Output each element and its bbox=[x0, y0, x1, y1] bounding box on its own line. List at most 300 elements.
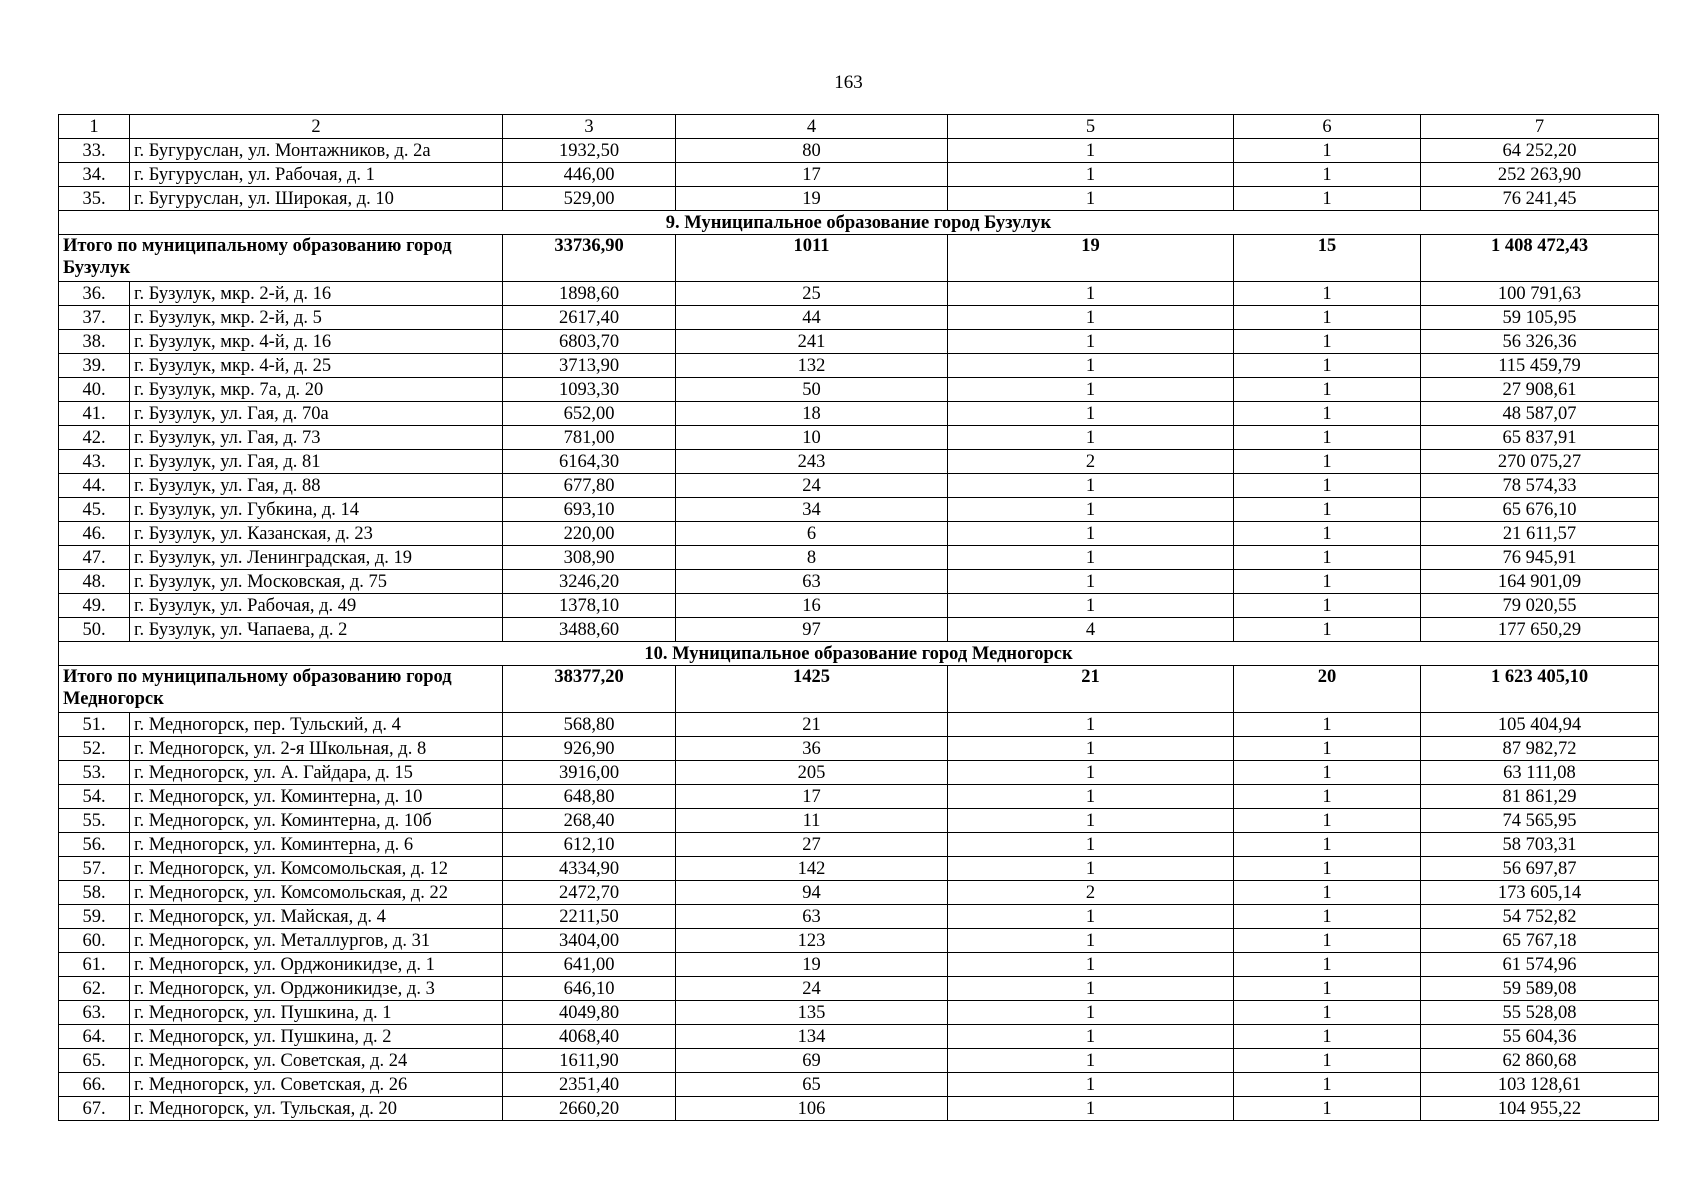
row-number: 42. bbox=[59, 426, 130, 450]
count-value: 1 bbox=[1234, 450, 1421, 474]
count-value: 1 bbox=[1234, 857, 1421, 881]
row-number: 44. bbox=[59, 474, 130, 498]
amount-value: 56 697,87 bbox=[1421, 857, 1659, 881]
table-row bbox=[59, 618, 1659, 642]
area-value: 529,00 bbox=[503, 187, 676, 211]
row-number: 38. bbox=[59, 330, 130, 354]
buildings-count: 1 bbox=[948, 953, 1234, 977]
page-number: 163 bbox=[834, 72, 863, 93]
count-value: 1 bbox=[1234, 1049, 1421, 1073]
row-number: 46. bbox=[59, 522, 130, 546]
subtotal-value: 1 623 405,10 bbox=[1421, 666, 1659, 713]
count-value: 1 bbox=[1234, 426, 1421, 450]
count-value: 1 bbox=[1234, 330, 1421, 354]
residents-count: 63 bbox=[676, 905, 948, 929]
address: г. Медногорск, ул. Металлургов, д. 31 bbox=[130, 929, 503, 953]
amount-value: 58 703,31 bbox=[1421, 833, 1659, 857]
row-number: 63. bbox=[59, 1001, 130, 1025]
section-heading-row bbox=[59, 642, 1659, 666]
count-value: 1 bbox=[1234, 618, 1421, 642]
address: г. Медногорск, ул. Коминтерна, д. 10 bbox=[130, 785, 503, 809]
column-number-row bbox=[59, 115, 1659, 139]
amount-value: 81 861,29 bbox=[1421, 785, 1659, 809]
buildings-count: 1 bbox=[948, 1097, 1234, 1121]
table-row bbox=[59, 163, 1659, 187]
address: г. Бузулук, ул. Гая, д. 81 bbox=[130, 450, 503, 474]
row-number: 58. bbox=[59, 881, 130, 905]
amount-value: 64 252,20 bbox=[1421, 139, 1659, 163]
row-number: 60. bbox=[59, 929, 130, 953]
address: г. Медногорск, ул. Орджоникидзе, д. 3 bbox=[130, 977, 503, 1001]
table-row bbox=[59, 1097, 1659, 1121]
address: г. Бугуруслан, ул. Монтажников, д. 2а bbox=[130, 139, 503, 163]
address: г. Бузулук, ул. Московская, д. 75 bbox=[130, 570, 503, 594]
table-row bbox=[59, 570, 1659, 594]
area-value: 781,00 bbox=[503, 426, 676, 450]
address: г. Медногорск, ул. Советская, д. 24 bbox=[130, 1049, 503, 1073]
table-row bbox=[59, 857, 1659, 881]
amount-value: 55 528,08 bbox=[1421, 1001, 1659, 1025]
area-value: 1378,10 bbox=[503, 594, 676, 618]
count-value: 1 bbox=[1234, 522, 1421, 546]
area-value: 2617,40 bbox=[503, 306, 676, 330]
address: г. Бузулук, ул. Казанская, д. 23 bbox=[130, 522, 503, 546]
amount-value: 79 020,55 bbox=[1421, 594, 1659, 618]
column-number: 7 bbox=[1421, 115, 1659, 139]
area-value: 646,10 bbox=[503, 977, 676, 1001]
buildings-count: 1 bbox=[948, 713, 1234, 737]
buildings-count: 2 bbox=[948, 450, 1234, 474]
address: г. Бугуруслан, ул. Широкая, д. 10 bbox=[130, 187, 503, 211]
area-value: 677,80 bbox=[503, 474, 676, 498]
amount-value: 59 105,95 bbox=[1421, 306, 1659, 330]
table-row bbox=[59, 139, 1659, 163]
table-row bbox=[59, 737, 1659, 761]
buildings-count: 1 bbox=[948, 402, 1234, 426]
residents-count: 134 bbox=[676, 1025, 948, 1049]
buildings-count: 1 bbox=[948, 809, 1234, 833]
count-value: 1 bbox=[1234, 1073, 1421, 1097]
row-number: 37. bbox=[59, 306, 130, 330]
address: г. Медногорск, ул. Комсомольская, д. 12 bbox=[130, 857, 503, 881]
buildings-count: 1 bbox=[948, 1025, 1234, 1049]
count-value: 1 bbox=[1234, 306, 1421, 330]
address: г. Медногорск, ул. Майская, д. 4 bbox=[130, 905, 503, 929]
address: г. Медногорск, ул. Орджоникидзе, д. 1 bbox=[130, 953, 503, 977]
address: г. Бузулук, мкр. 2-й, д. 16 bbox=[130, 282, 503, 306]
data-table bbox=[58, 114, 1659, 1121]
section-heading-row bbox=[59, 211, 1659, 235]
table-row bbox=[59, 953, 1659, 977]
table-row bbox=[59, 809, 1659, 833]
buildings-count: 1 bbox=[948, 977, 1234, 1001]
address: г. Медногорск, ул. Тульская, д. 20 bbox=[130, 1097, 503, 1121]
buildings-count: 1 bbox=[948, 833, 1234, 857]
table-row bbox=[59, 833, 1659, 857]
buildings-count: 1 bbox=[948, 761, 1234, 785]
subtotal-value: 21 bbox=[948, 666, 1234, 713]
row-number: 55. bbox=[59, 809, 130, 833]
subtotal-value: 33736,90 bbox=[503, 235, 676, 282]
amount-value: 55 604,36 bbox=[1421, 1025, 1659, 1049]
address: г. Бузулук, ул. Ленинградская, д. 19 bbox=[130, 546, 503, 570]
residents-count: 6 bbox=[676, 522, 948, 546]
count-value: 1 bbox=[1234, 1025, 1421, 1049]
table-row bbox=[59, 1025, 1659, 1049]
row-number: 54. bbox=[59, 785, 130, 809]
address: г. Медногорск, ул. Пушкина, д. 1 bbox=[130, 1001, 503, 1025]
table-row bbox=[59, 306, 1659, 330]
table-body bbox=[59, 115, 1659, 1121]
residents-count: 50 bbox=[676, 378, 948, 402]
address: г. Бузулук, ул. Гая, д. 88 bbox=[130, 474, 503, 498]
area-value: 2660,20 bbox=[503, 1097, 676, 1121]
table-row bbox=[59, 282, 1659, 306]
count-value: 1 bbox=[1234, 1097, 1421, 1121]
amount-value: 87 982,72 bbox=[1421, 737, 1659, 761]
row-number: 61. bbox=[59, 953, 130, 977]
buildings-count: 1 bbox=[948, 522, 1234, 546]
address: г. Бузулук, мкр. 4-й, д. 16 bbox=[130, 330, 503, 354]
table-row bbox=[59, 1049, 1659, 1073]
row-number: 43. bbox=[59, 450, 130, 474]
table-row bbox=[59, 187, 1659, 211]
amount-value: 54 752,82 bbox=[1421, 905, 1659, 929]
buildings-count: 4 bbox=[948, 618, 1234, 642]
buildings-count: 1 bbox=[948, 785, 1234, 809]
buildings-count: 1 bbox=[948, 139, 1234, 163]
residents-count: 16 bbox=[676, 594, 948, 618]
residents-count: 80 bbox=[676, 139, 948, 163]
buildings-count: 2 bbox=[948, 881, 1234, 905]
count-value: 1 bbox=[1234, 378, 1421, 402]
area-value: 268,40 bbox=[503, 809, 676, 833]
count-value: 1 bbox=[1234, 833, 1421, 857]
count-value: 1 bbox=[1234, 809, 1421, 833]
area-value: 4068,40 bbox=[503, 1025, 676, 1049]
table-row bbox=[59, 785, 1659, 809]
subtotal-value: 15 bbox=[1234, 235, 1421, 282]
subtotal-label: Итого по муниципальному образованию город Бузулук bbox=[59, 235, 503, 282]
section-heading: 10. Муниципальное образование город Медногорск bbox=[59, 642, 1659, 666]
amount-value: 27 908,61 bbox=[1421, 378, 1659, 402]
count-value: 1 bbox=[1234, 402, 1421, 426]
amount-value: 65 767,18 bbox=[1421, 929, 1659, 953]
count-value: 1 bbox=[1234, 953, 1421, 977]
row-number: 65. bbox=[59, 1049, 130, 1073]
area-value: 612,10 bbox=[503, 833, 676, 857]
row-number: 62. bbox=[59, 977, 130, 1001]
residents-count: 10 bbox=[676, 426, 948, 450]
amount-value: 115 459,79 bbox=[1421, 354, 1659, 378]
column-number: 1 bbox=[59, 115, 130, 139]
row-number: 64. bbox=[59, 1025, 130, 1049]
area-value: 4049,80 bbox=[503, 1001, 676, 1025]
area-value: 641,00 bbox=[503, 953, 676, 977]
area-value: 2351,40 bbox=[503, 1073, 676, 1097]
area-value: 2211,50 bbox=[503, 905, 676, 929]
area-value: 2472,70 bbox=[503, 881, 676, 905]
buildings-count: 1 bbox=[948, 570, 1234, 594]
buildings-count: 1 bbox=[948, 282, 1234, 306]
table-row bbox=[59, 594, 1659, 618]
address: г. Бузулук, ул. Чапаева, д. 2 bbox=[130, 618, 503, 642]
residents-count: 243 bbox=[676, 450, 948, 474]
residents-count: 135 bbox=[676, 1001, 948, 1025]
row-number: 47. bbox=[59, 546, 130, 570]
column-number: 3 bbox=[503, 115, 676, 139]
buildings-count: 1 bbox=[948, 378, 1234, 402]
table-row bbox=[59, 761, 1659, 785]
address: г. Медногорск, ул. Комсомольская, д. 22 bbox=[130, 881, 503, 905]
address: г. Бугуруслан, ул. Рабочая, д. 1 bbox=[130, 163, 503, 187]
residents-count: 44 bbox=[676, 306, 948, 330]
area-value: 926,90 bbox=[503, 737, 676, 761]
row-number: 59. bbox=[59, 905, 130, 929]
table-row bbox=[59, 402, 1659, 426]
table-row bbox=[59, 354, 1659, 378]
residents-count: 63 bbox=[676, 570, 948, 594]
amount-value: 59 589,08 bbox=[1421, 977, 1659, 1001]
address: г. Медногорск, ул. Пушкина, д. 2 bbox=[130, 1025, 503, 1049]
row-number: 66. bbox=[59, 1073, 130, 1097]
buildings-count: 1 bbox=[948, 1001, 1234, 1025]
residents-count: 34 bbox=[676, 498, 948, 522]
count-value: 1 bbox=[1234, 546, 1421, 570]
table-row bbox=[59, 881, 1659, 905]
buildings-count: 1 bbox=[948, 546, 1234, 570]
buildings-count: 1 bbox=[948, 905, 1234, 929]
address: г. Бузулук, ул. Гая, д. 70а bbox=[130, 402, 503, 426]
row-number: 56. bbox=[59, 833, 130, 857]
count-value: 1 bbox=[1234, 354, 1421, 378]
address: г. Бузулук, мкр. 2-й, д. 5 bbox=[130, 306, 503, 330]
subtotal-value: 1011 bbox=[676, 235, 948, 282]
address: г. Медногорск, пер. Тульский, д. 4 bbox=[130, 713, 503, 737]
area-value: 308,90 bbox=[503, 546, 676, 570]
amount-value: 78 574,33 bbox=[1421, 474, 1659, 498]
amount-value: 76 241,45 bbox=[1421, 187, 1659, 211]
amount-value: 270 075,27 bbox=[1421, 450, 1659, 474]
row-number: 51. bbox=[59, 713, 130, 737]
buildings-count: 1 bbox=[948, 187, 1234, 211]
count-value: 1 bbox=[1234, 187, 1421, 211]
row-number: 50. bbox=[59, 618, 130, 642]
row-number: 57. bbox=[59, 857, 130, 881]
area-value: 3916,00 bbox=[503, 761, 676, 785]
subtotal-value: 20 bbox=[1234, 666, 1421, 713]
count-value: 1 bbox=[1234, 713, 1421, 737]
column-number: 4 bbox=[676, 115, 948, 139]
row-number: 67. bbox=[59, 1097, 130, 1121]
area-value: 648,80 bbox=[503, 785, 676, 809]
address: г. Медногорск, ул. Советская, д. 26 bbox=[130, 1073, 503, 1097]
amount-value: 104 955,22 bbox=[1421, 1097, 1659, 1121]
address: г. Медногорск, ул. 2-я Школьная, д. 8 bbox=[130, 737, 503, 761]
area-value: 1932,50 bbox=[503, 139, 676, 163]
count-value: 1 bbox=[1234, 139, 1421, 163]
table-row bbox=[59, 905, 1659, 929]
subtotal-row bbox=[59, 666, 1659, 713]
table-row bbox=[59, 977, 1659, 1001]
buildings-count: 1 bbox=[948, 1073, 1234, 1097]
area-value: 3713,90 bbox=[503, 354, 676, 378]
residents-count: 132 bbox=[676, 354, 948, 378]
residents-count: 8 bbox=[676, 546, 948, 570]
area-value: 693,10 bbox=[503, 498, 676, 522]
area-value: 6164,30 bbox=[503, 450, 676, 474]
buildings-count: 1 bbox=[948, 474, 1234, 498]
residents-count: 69 bbox=[676, 1049, 948, 1073]
row-number: 41. bbox=[59, 402, 130, 426]
row-number: 53. bbox=[59, 761, 130, 785]
table-row bbox=[59, 1001, 1659, 1025]
count-value: 1 bbox=[1234, 498, 1421, 522]
subtotal-value: 1 408 472,43 bbox=[1421, 235, 1659, 282]
count-value: 1 bbox=[1234, 929, 1421, 953]
buildings-count: 1 bbox=[948, 163, 1234, 187]
address: г. Медногорск, ул. Коминтерна, д. 10б bbox=[130, 809, 503, 833]
buildings-count: 1 bbox=[948, 929, 1234, 953]
residents-count: 21 bbox=[676, 713, 948, 737]
subtotal-value: 38377,20 bbox=[503, 666, 676, 713]
area-value: 568,80 bbox=[503, 713, 676, 737]
count-value: 1 bbox=[1234, 785, 1421, 809]
amount-value: 21 611,57 bbox=[1421, 522, 1659, 546]
column-number: 2 bbox=[130, 115, 503, 139]
row-number: 40. bbox=[59, 378, 130, 402]
count-value: 1 bbox=[1234, 282, 1421, 306]
table-row bbox=[59, 546, 1659, 570]
buildings-count: 1 bbox=[948, 1049, 1234, 1073]
subtotal-value: 1425 bbox=[676, 666, 948, 713]
buildings-count: 1 bbox=[948, 426, 1234, 450]
residents-count: 106 bbox=[676, 1097, 948, 1121]
column-number: 5 bbox=[948, 115, 1234, 139]
address: г. Бузулук, мкр. 7а, д. 20 bbox=[130, 378, 503, 402]
subtotal-value: 19 bbox=[948, 235, 1234, 282]
table-row bbox=[59, 522, 1659, 546]
count-value: 1 bbox=[1234, 570, 1421, 594]
row-number: 33. bbox=[59, 139, 130, 163]
table-row bbox=[59, 929, 1659, 953]
residents-count: 25 bbox=[676, 282, 948, 306]
address: г. Бузулук, мкр. 4-й, д. 25 bbox=[130, 354, 503, 378]
column-number: 6 bbox=[1234, 115, 1421, 139]
amount-value: 62 860,68 bbox=[1421, 1049, 1659, 1073]
residents-count: 19 bbox=[676, 187, 948, 211]
residents-count: 65 bbox=[676, 1073, 948, 1097]
amount-value: 56 326,36 bbox=[1421, 330, 1659, 354]
amount-value: 103 128,61 bbox=[1421, 1073, 1659, 1097]
table-row bbox=[59, 330, 1659, 354]
count-value: 1 bbox=[1234, 737, 1421, 761]
area-value: 4334,90 bbox=[503, 857, 676, 881]
residents-count: 205 bbox=[676, 761, 948, 785]
count-value: 1 bbox=[1234, 594, 1421, 618]
count-value: 1 bbox=[1234, 905, 1421, 929]
amount-value: 177 650,29 bbox=[1421, 618, 1659, 642]
area-value: 6803,70 bbox=[503, 330, 676, 354]
residents-count: 18 bbox=[676, 402, 948, 426]
table-row bbox=[59, 498, 1659, 522]
amount-value: 173 605,14 bbox=[1421, 881, 1659, 905]
count-value: 1 bbox=[1234, 163, 1421, 187]
address: г. Бузулук, ул. Губкина, д. 14 bbox=[130, 498, 503, 522]
residents-count: 17 bbox=[676, 785, 948, 809]
residents-count: 24 bbox=[676, 474, 948, 498]
amount-value: 105 404,94 bbox=[1421, 713, 1659, 737]
row-number: 39. bbox=[59, 354, 130, 378]
amount-value: 65 676,10 bbox=[1421, 498, 1659, 522]
table-row bbox=[59, 1073, 1659, 1097]
amount-value: 74 565,95 bbox=[1421, 809, 1659, 833]
count-value: 1 bbox=[1234, 977, 1421, 1001]
count-value: 1 bbox=[1234, 881, 1421, 905]
area-value: 446,00 bbox=[503, 163, 676, 187]
subtotal-row bbox=[59, 235, 1659, 282]
amount-value: 76 945,91 bbox=[1421, 546, 1659, 570]
count-value: 1 bbox=[1234, 474, 1421, 498]
amount-value: 100 791,63 bbox=[1421, 282, 1659, 306]
residents-count: 241 bbox=[676, 330, 948, 354]
row-number: 49. bbox=[59, 594, 130, 618]
area-value: 1898,60 bbox=[503, 282, 676, 306]
address: г. Бузулук, ул. Гая, д. 73 bbox=[130, 426, 503, 450]
address: г. Бузулук, ул. Рабочая, д. 49 bbox=[130, 594, 503, 618]
section-heading: 9. Муниципальное образование город Бузулук bbox=[59, 211, 1659, 235]
table-row bbox=[59, 474, 1659, 498]
table-row bbox=[59, 713, 1659, 737]
row-number: 48. bbox=[59, 570, 130, 594]
row-number: 34. bbox=[59, 163, 130, 187]
amount-value: 63 111,08 bbox=[1421, 761, 1659, 785]
buildings-count: 1 bbox=[948, 306, 1234, 330]
row-number: 36. bbox=[59, 282, 130, 306]
amount-value: 48 587,07 bbox=[1421, 402, 1659, 426]
buildings-count: 1 bbox=[948, 737, 1234, 761]
area-value: 1611,90 bbox=[503, 1049, 676, 1073]
area-value: 3488,60 bbox=[503, 618, 676, 642]
buildings-count: 1 bbox=[948, 354, 1234, 378]
area-value: 652,00 bbox=[503, 402, 676, 426]
row-number: 52. bbox=[59, 737, 130, 761]
residents-count: 24 bbox=[676, 977, 948, 1001]
area-value: 3246,20 bbox=[503, 570, 676, 594]
residents-count: 97 bbox=[676, 618, 948, 642]
area-value: 1093,30 bbox=[503, 378, 676, 402]
buildings-count: 1 bbox=[948, 594, 1234, 618]
residents-count: 27 bbox=[676, 833, 948, 857]
table-row bbox=[59, 450, 1659, 474]
area-value: 3404,00 bbox=[503, 929, 676, 953]
residents-count: 123 bbox=[676, 929, 948, 953]
table-row bbox=[59, 426, 1659, 450]
amount-value: 164 901,09 bbox=[1421, 570, 1659, 594]
row-number: 35. bbox=[59, 187, 130, 211]
residents-count: 17 bbox=[676, 163, 948, 187]
residents-count: 19 bbox=[676, 953, 948, 977]
buildings-count: 1 bbox=[948, 498, 1234, 522]
table-row bbox=[59, 378, 1659, 402]
row-number: 45. bbox=[59, 498, 130, 522]
residents-count: 36 bbox=[676, 737, 948, 761]
buildings-count: 1 bbox=[948, 857, 1234, 881]
area-value: 220,00 bbox=[503, 522, 676, 546]
amount-value: 61 574,96 bbox=[1421, 953, 1659, 977]
residents-count: 94 bbox=[676, 881, 948, 905]
subtotal-label: Итого по муниципальному образованию город Медногорск bbox=[59, 666, 503, 713]
